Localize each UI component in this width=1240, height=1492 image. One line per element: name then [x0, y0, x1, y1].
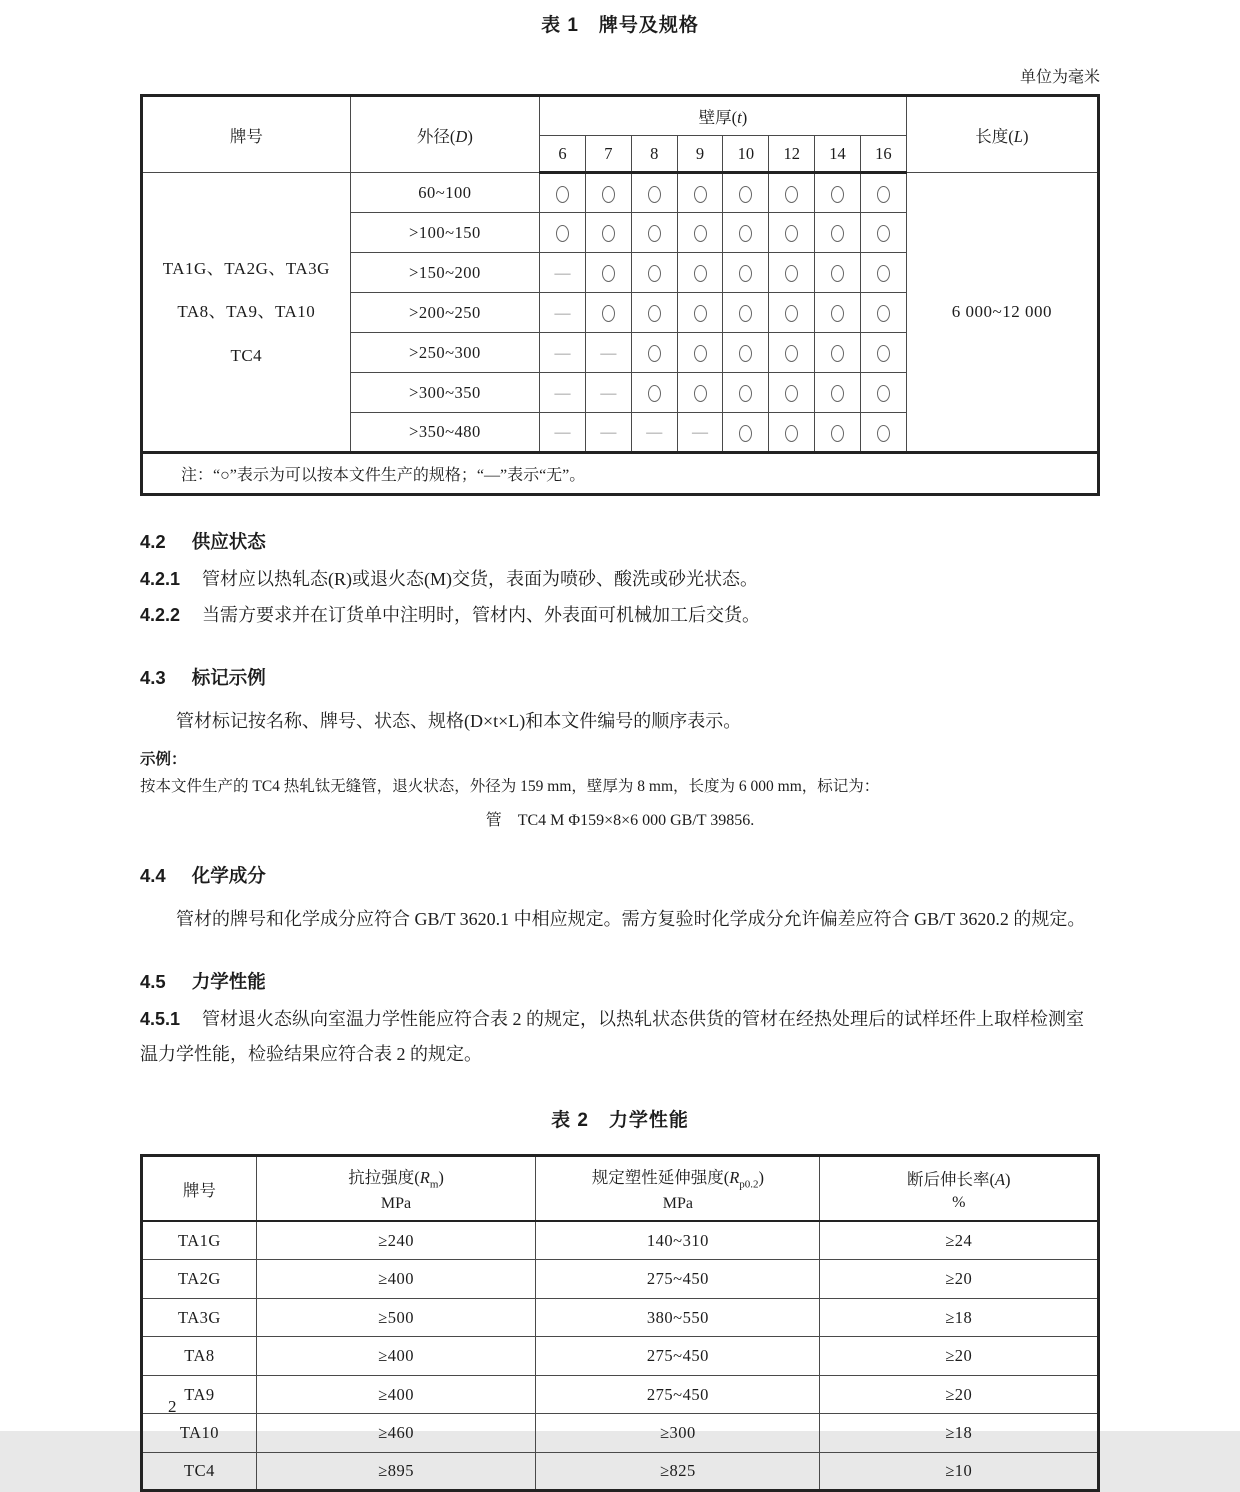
yield-strength-cell: 380~550 [536, 1298, 820, 1337]
circle-mark-icon [877, 345, 890, 362]
section-number: 4.5 [140, 971, 166, 993]
table1-grades-specs [140, 94, 1100, 496]
availability-cell [540, 333, 586, 373]
availability-cell [860, 173, 906, 213]
clause-text: 管材退火态纵向室温力学性能应符合表 2 的规定，以热轧状态供货的管材在经热处理后的试样坯件上取样检测室温力学性能，检验结果应符合表 2 的规定。 [140, 1009, 1085, 1064]
availability-cell [540, 293, 586, 333]
availability-cell [677, 213, 723, 253]
availability-cell [769, 253, 815, 293]
availability-cell [631, 173, 677, 213]
page-number: 2 [168, 1397, 177, 1416]
availability-cell [540, 213, 586, 253]
circle-mark-icon [831, 385, 844, 402]
table1-header-grade: 牌号 [142, 96, 351, 173]
table1-thickness-value: 12 [769, 136, 815, 173]
circle-mark-icon [648, 265, 661, 282]
table1-grade-cell [142, 173, 351, 453]
availability-cell [815, 213, 861, 253]
tensile-strength-cell: ≥240 [256, 1221, 535, 1260]
table1-thickness-value: 10 [723, 136, 769, 173]
availability-cell [585, 413, 631, 453]
circle-mark-icon [602, 265, 615, 282]
grade-line: TC4 [230, 345, 263, 365]
clause-4-2-2 [140, 598, 1100, 632]
circle-mark-icon [739, 385, 752, 402]
availability-cell [585, 293, 631, 333]
clause-4-2-1 [140, 562, 1100, 596]
table1-thickness-value: 7 [585, 136, 631, 173]
yield-strength-cell: 275~450 [536, 1375, 820, 1414]
circle-mark-icon [556, 186, 569, 203]
clause-4-5-1 [140, 1002, 1100, 1070]
grade-line: TA1G、TA2G、TA3G [162, 258, 330, 278]
tensile-strength-cell: ≥500 [256, 1298, 535, 1337]
dash-mark-icon: — [600, 384, 617, 402]
table2-row [142, 1414, 1099, 1453]
availability-cell [540, 253, 586, 293]
availability-cell [769, 333, 815, 373]
circle-mark-icon [602, 186, 615, 203]
table2-header-grade: 牌号 [142, 1155, 257, 1221]
circle-mark-icon [877, 225, 890, 242]
grade-cell: TA9 [142, 1375, 257, 1414]
availability-cell [631, 253, 677, 293]
tensile-strength-cell: ≥460 [256, 1414, 535, 1453]
availability-cell [723, 413, 769, 453]
availability-cell [815, 173, 861, 213]
table1-row [142, 173, 1099, 213]
diameter-range-cell: >300~350 [350, 373, 540, 413]
circle-mark-icon [648, 305, 661, 322]
availability-cell [860, 373, 906, 413]
yield-strength-cell: 275~450 [536, 1337, 820, 1376]
circle-mark-icon [785, 186, 798, 203]
tensile-strength-cell: ≥400 [256, 1337, 535, 1376]
circle-mark-icon [785, 225, 798, 242]
circle-mark-icon [877, 305, 890, 322]
elongation-cell: ≥20 [820, 1337, 1099, 1376]
availability-cell [723, 253, 769, 293]
table1-thickness-value: 16 [860, 136, 906, 173]
dash-mark-icon: — [554, 424, 571, 441]
availability-cell [860, 253, 906, 293]
availability-cell [815, 333, 861, 373]
circle-mark-icon [694, 186, 707, 203]
availability-cell [860, 413, 906, 453]
section-number: 4.4 [140, 865, 166, 887]
availability-cell [540, 373, 586, 413]
circle-mark-icon [831, 425, 844, 442]
availability-cell [585, 173, 631, 213]
dash-mark-icon: — [554, 304, 571, 322]
availability-cell [677, 293, 723, 333]
circle-mark-icon [739, 186, 752, 203]
circle-mark-icon [556, 225, 569, 242]
circle-mark-icon [785, 345, 798, 362]
section-title: 化学成分 [191, 865, 266, 887]
table2-title: 表 2 力学性能 [551, 1109, 689, 1131]
availability-cell [585, 373, 631, 413]
availability-cell [769, 293, 815, 333]
availability-cell [815, 413, 861, 453]
grade-cell: TA8 [142, 1337, 257, 1376]
section-4-5-heading [140, 968, 1100, 994]
availability-cell [677, 173, 723, 213]
section-title: 力学性能 [191, 971, 266, 993]
circle-mark-icon [694, 345, 707, 362]
circle-mark-icon [831, 345, 844, 362]
grade-cell: TC4 [142, 1452, 257, 1491]
clause-number: 4.2.2 [140, 605, 181, 626]
circle-mark-icon [694, 385, 707, 402]
circle-mark-icon [648, 225, 661, 242]
grade-cell: TA2G [142, 1260, 257, 1299]
example-text: 按本文件生产的 TC4 热轧钛无缝管，退火状态，外径为 159 mm，壁厚为 8 mm，长度为 6 000 mm，标记为： [140, 777, 880, 795]
circle-mark-icon [694, 265, 707, 282]
circle-mark-icon [785, 265, 798, 282]
elongation-cell: ≥18 [820, 1414, 1099, 1453]
circle-mark-icon [785, 385, 798, 402]
example-label: 示例： [140, 750, 187, 768]
dash-mark-icon: — [692, 424, 709, 441]
table2-row [142, 1221, 1099, 1260]
circle-mark-icon [694, 305, 707, 322]
availability-cell [585, 213, 631, 253]
example-designation: 管 TC4 M Φ159×8×6 000 GB/T 39856. [485, 812, 755, 830]
table2-row [142, 1260, 1099, 1299]
table2-mechanical-properties [140, 1154, 1100, 1492]
table2-row [142, 1452, 1099, 1491]
availability-cell [769, 213, 815, 253]
circle-mark-icon [602, 225, 615, 242]
circle-mark-icon [831, 225, 844, 242]
circle-mark-icon [877, 186, 890, 203]
circle-mark-icon [602, 305, 615, 322]
dash-mark-icon: — [554, 344, 571, 362]
page-content [140, 0, 1100, 1492]
dash-mark-icon: — [554, 264, 571, 282]
circle-mark-icon [648, 385, 661, 402]
availability-cell [723, 373, 769, 413]
tensile-strength-cell: ≥400 [256, 1260, 535, 1299]
availability-cell [769, 413, 815, 453]
table2-row [142, 1298, 1099, 1337]
circle-mark-icon [877, 265, 890, 282]
tensile-strength-cell: ≥400 [256, 1375, 535, 1414]
table1-note-row [142, 453, 1099, 495]
dash-mark-icon: — [646, 424, 663, 441]
availability-cell [769, 373, 815, 413]
availability-cell [677, 333, 723, 373]
dash-mark-icon: — [600, 424, 617, 441]
yield-strength-cell: ≥300 [536, 1414, 820, 1453]
availability-cell [540, 173, 586, 213]
circle-mark-icon [648, 186, 661, 203]
circle-mark-icon [739, 345, 752, 362]
availability-cell [769, 173, 815, 213]
availability-cell [631, 373, 677, 413]
dash-mark-icon: — [600, 344, 617, 362]
table1-note: 注：“○”表示为可以按本文件生产的规格；“—”表示“无”。 [142, 453, 1099, 495]
clause-number: 4.2.1 [140, 569, 181, 589]
grade-cell: TA3G [142, 1298, 257, 1337]
table1-thickness-value: 9 [677, 136, 723, 173]
circle-mark-icon [739, 425, 752, 442]
section-4-2-heading [140, 528, 1100, 554]
availability-cell [815, 373, 861, 413]
section-number: 4.2 [140, 531, 166, 552]
availability-cell [723, 173, 769, 213]
availability-cell [723, 333, 769, 373]
elongation-cell: ≥24 [820, 1221, 1099, 1260]
availability-cell [631, 413, 677, 453]
availability-cell [860, 213, 906, 253]
circle-mark-icon [648, 345, 661, 362]
clause-text: 管材应以热轧态(R)或退火态(M)交货，表面为喷砂、酸洗或砂光状态。 [202, 569, 759, 589]
grade-cell: TA10 [142, 1414, 257, 1453]
section-number: 4.3 [140, 667, 166, 689]
availability-cell [585, 253, 631, 293]
table1-thickness-value: 8 [631, 136, 677, 173]
availability-cell [585, 333, 631, 373]
circle-mark-icon [877, 385, 890, 402]
table1-header-wall-thickness: 壁厚(t) [540, 96, 907, 136]
circle-mark-icon [694, 225, 707, 242]
diameter-range-cell: >200~250 [350, 293, 540, 333]
availability-cell [815, 293, 861, 333]
table1-unit-note: 单位为毫米 [1019, 69, 1100, 86]
yield-strength-cell: ≥825 [536, 1452, 820, 1491]
elongation-cell: ≥10 [820, 1452, 1099, 1491]
availability-cell [677, 373, 723, 413]
availability-cell [540, 413, 586, 453]
availability-cell [631, 213, 677, 253]
yield-strength-cell: 140~310 [536, 1221, 820, 1260]
circle-mark-icon [739, 265, 752, 282]
section-title: 供应状态 [191, 531, 266, 552]
clause-text: 当需方要求并在订货单中注明时，管材内、外表面可机械加工后交货。 [202, 605, 761, 626]
table1-header-length: 长度(L) [906, 96, 1098, 173]
circle-mark-icon [831, 265, 844, 282]
availability-cell [677, 413, 723, 453]
circle-mark-icon [831, 305, 844, 322]
diameter-range-cell: 60~100 [350, 173, 540, 213]
section-4-3-heading [140, 664, 1100, 690]
availability-cell [677, 253, 723, 293]
table2-row [142, 1337, 1099, 1376]
availability-cell [631, 333, 677, 373]
availability-cell [723, 293, 769, 333]
section-title: 标记示例 [191, 667, 266, 689]
circle-mark-icon [739, 305, 752, 322]
grade-line: TA8、TA9、TA10 [177, 302, 316, 322]
table1-length-cell: 6 000~12 000 [906, 173, 1098, 453]
circle-mark-icon [785, 305, 798, 322]
diameter-range-cell: >350~480 [350, 413, 540, 453]
diameter-range-cell: >150~200 [350, 253, 540, 293]
availability-cell [860, 293, 906, 333]
clause-4-3-paragraph: 管材标记按名称、牌号、状态、规格(D×t×L)和本文件编号的顺序表示。 [176, 711, 742, 732]
availability-cell [723, 213, 769, 253]
table2-header-yield: 规定塑性延伸强度$(R_{p0.2})$ MPa [536, 1155, 820, 1221]
diameter-range-cell: >250~300 [350, 333, 540, 373]
clause-4-4-paragraph: 管材的牌号和化学成分应符合 GB/T 3620.1 中相应规定。需方复验时化学成分允许偏差应符合 GB/T 3620.2 的规定。 [176, 909, 1086, 930]
table2-header-tensile: 抗拉强度$(R_m)$ MPa [256, 1155, 535, 1221]
table1-thickness-value: 14 [815, 136, 861, 173]
availability-cell [815, 253, 861, 293]
table1-header-outer-diameter: 外径(D) [350, 96, 540, 173]
dash-mark-icon: — [554, 384, 571, 402]
elongation-cell: ≥20 [820, 1375, 1099, 1414]
table2-header-elongation: 断后伸长率(A) % [820, 1155, 1099, 1221]
availability-cell [631, 293, 677, 333]
circle-mark-icon [877, 425, 890, 442]
section-4-4-heading [140, 862, 1100, 888]
table1-thickness-value: 6 [540, 136, 586, 173]
circle-mark-icon [785, 425, 798, 442]
circle-mark-icon [831, 186, 844, 203]
tensile-strength-cell: ≥895 [256, 1452, 535, 1491]
elongation-cell: ≥20 [820, 1260, 1099, 1299]
clause-number: 4.5.1 [140, 1009, 181, 1030]
table2-row [142, 1375, 1099, 1414]
yield-strength-cell: 275~450 [536, 1260, 820, 1299]
circle-mark-icon [739, 225, 752, 242]
grade-cell: TA1G [142, 1221, 257, 1260]
elongation-cell: ≥18 [820, 1298, 1099, 1337]
table1-title: 表 1 牌号及规格 [541, 15, 699, 36]
availability-cell [860, 333, 906, 373]
diameter-range-cell: >100~150 [350, 213, 540, 253]
